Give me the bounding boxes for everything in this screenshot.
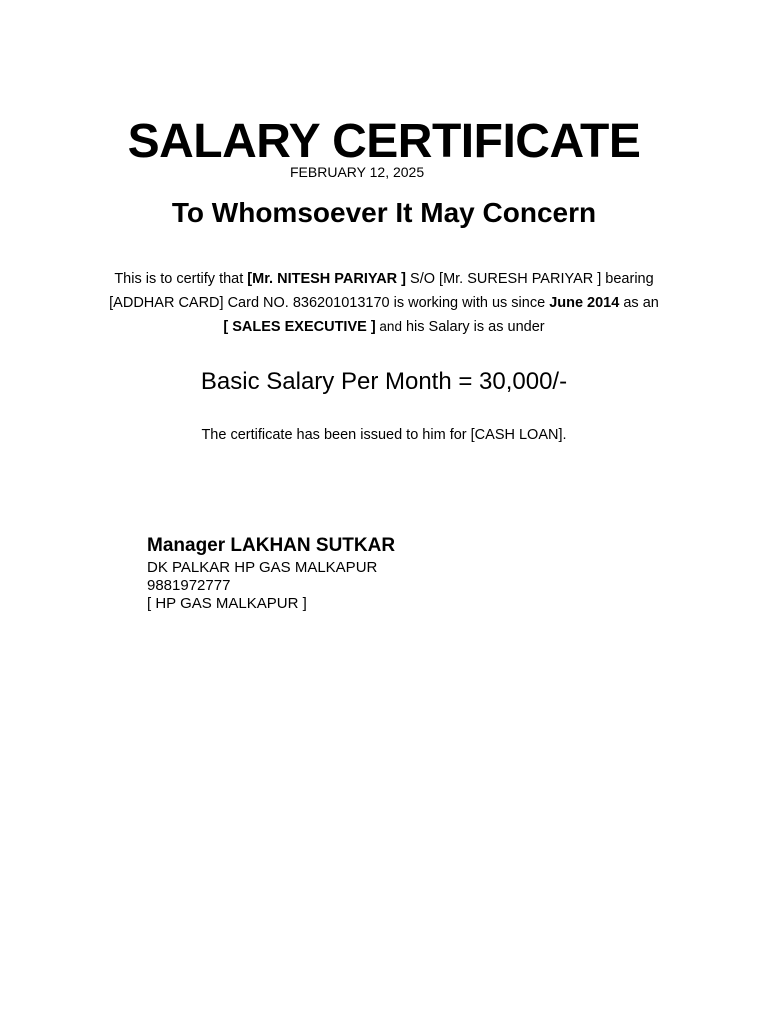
certificate-body [100,268,668,340]
signatory-company: DK PALKAR HP GAS MALKAPUR [147,559,378,576]
body-text-salary-under: his Salary is as under [401,319,545,335]
body-text-card: [ADDHAR CARD] Card NO. 836201013170 is working with us since [109,294,550,311]
employee-designation: [ SALES EXECUTIVE ] [223,319,376,335]
certificate-title: SALARY CERTIFICATE [127,115,641,168]
basic-salary-line: Basic Salary Per Month = 30,000/- [200,368,568,395]
signatory-name: Manager LAKHAN SUTKAR [147,535,396,556]
signatory-phone: 9881972777 [147,577,231,594]
signatory-block [147,533,395,613]
employee-name: [Mr. NITESH PARIYAR ] [247,271,407,287]
body-text-intro: This is to certify that [114,271,248,287]
issued-purpose-line: The certificate has been issued to him for [CASH LOAN]. [201,427,567,443]
body-text-parent: S/O [Mr. SURESH PARIYAR ] bearing [406,271,654,287]
employment-since: June 2014 [549,294,620,311]
signatory-branch: [ HP GAS MALKAPUR ] [147,595,307,612]
salutation-heading: To Whomsoever It May Concern [171,197,597,228]
body-text-and: and [375,319,402,334]
certificate-date: FEBRUARY 12, 2025 [290,164,425,180]
body-text-as-an: as an [619,294,659,311]
